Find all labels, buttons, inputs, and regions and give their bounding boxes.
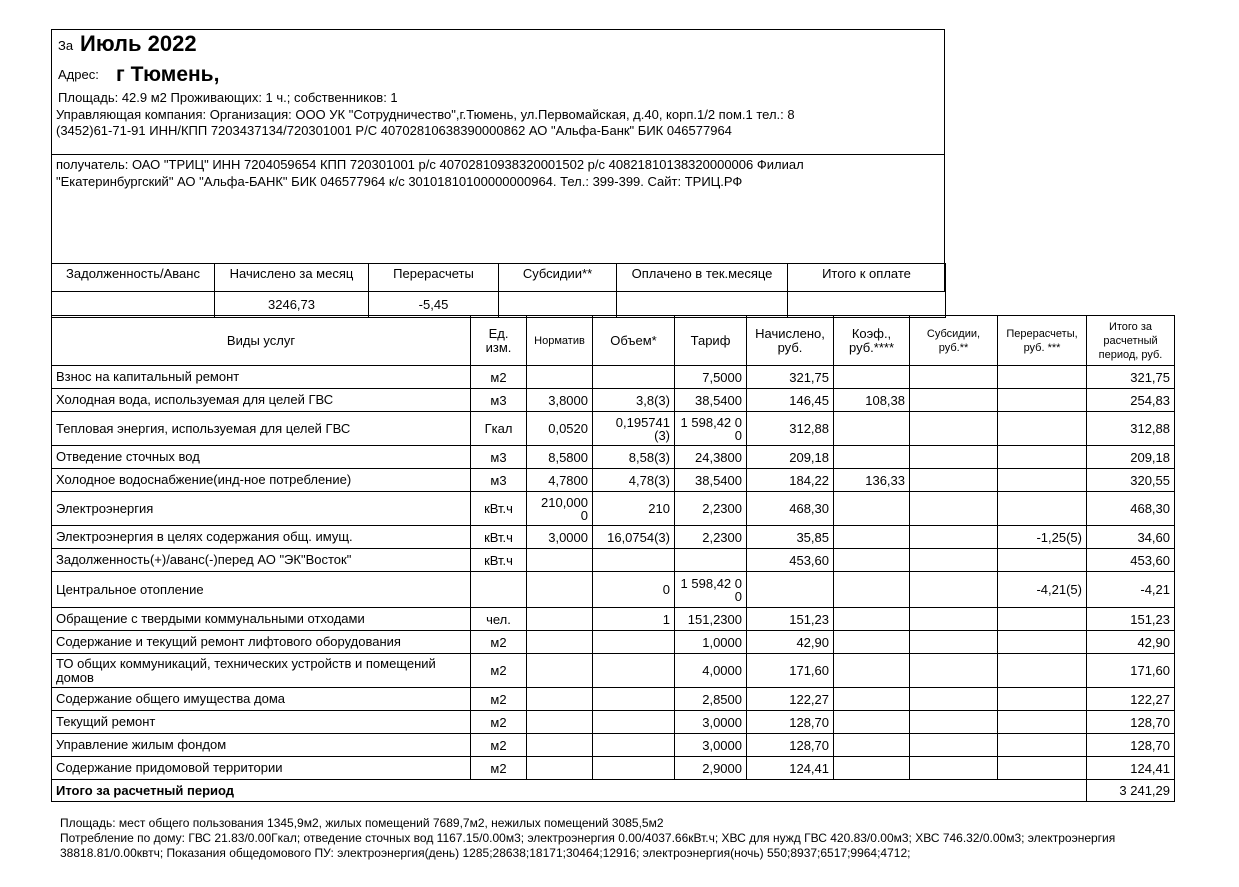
cell-subsidies (910, 446, 998, 469)
cell-recalc (998, 608, 1087, 631)
cell-volume (593, 711, 675, 734)
summary-header-recalc: Перерасчеты (369, 264, 499, 292)
cell-unit: кВт.ч (471, 549, 527, 572)
summary-header-paid: Оплачено в тек.месяце (617, 264, 788, 292)
cell-norm (527, 366, 593, 389)
management-company-line-1: Управляющая компания: Организация: ООО УК "Сотрудничество",г.Тюмень, ул.Первомайская, д.40, корп.1/2 пом.1 тел.: 8 (56, 107, 795, 122)
cell-norm (527, 654, 593, 688)
total-label: Итого за расчетный период (52, 780, 1087, 802)
cell-recalc (998, 757, 1087, 780)
cell-coef (834, 757, 910, 780)
cell-subsidies (910, 757, 998, 780)
cell-subsidies (910, 549, 998, 572)
period-label: За (58, 38, 74, 53)
cell-service-name: Электроэнергия (52, 492, 471, 526)
cell-unit: м3 (471, 469, 527, 492)
cell-norm: 4,7800 (527, 469, 593, 492)
cell-service-name: Содержание придомовой территории (52, 757, 471, 780)
cell-tariff: 2,9000 (675, 757, 747, 780)
table-row (52, 734, 1175, 757)
cell-tariff: 4,0000 (675, 654, 747, 688)
cell-total: 209,18 (1087, 446, 1175, 469)
summary-value-charged: 3246,73 (215, 292, 369, 318)
col-header-norm: Норматив (527, 316, 593, 366)
cell-unit: м2 (471, 688, 527, 711)
cell-charged: 184,22 (747, 469, 834, 492)
cell-tariff: 38,5400 (675, 389, 747, 412)
table-row (52, 469, 1175, 492)
cell-subsidies (910, 654, 998, 688)
cell-subsidies (910, 608, 998, 631)
cell-coef (834, 608, 910, 631)
cell-recalc (998, 366, 1087, 389)
cell-total: 453,60 (1087, 549, 1175, 572)
cell-coef (834, 446, 910, 469)
cell-volume: 210 (593, 492, 675, 526)
total-value: 3 241,29 (1087, 780, 1175, 802)
summary-header-subsidies: Субсидии** (499, 264, 617, 292)
cell-tariff: 1 598,42 00 (675, 572, 747, 608)
cell-volume (593, 688, 675, 711)
col-header-subsidies: Субсидии, руб.** (910, 316, 998, 366)
cell-subsidies (910, 688, 998, 711)
table-row (52, 757, 1175, 780)
cell-subsidies (910, 572, 998, 608)
cell-charged: 122,27 (747, 688, 834, 711)
cell-charged: 35,85 (747, 526, 834, 549)
summary-header-charged: Начислено за месяц (215, 264, 369, 292)
period-value: Июль 2022 (80, 31, 197, 56)
cell-subsidies (910, 492, 998, 526)
footer-area-line: Площадь: мест общего пользования 1345,9м2, жилых помещений 7689,7м2, нежилых помещений 3085,5м2 (60, 816, 664, 830)
cell-volume: 0 (593, 572, 675, 608)
table-row (52, 654, 1175, 688)
col-header-tariff: Тариф (675, 316, 747, 366)
col-header-service: Виды услуг (52, 316, 471, 366)
table-row (52, 711, 1175, 734)
cell-total: 42,90 (1087, 631, 1175, 654)
cell-unit: Гкал (471, 412, 527, 446)
cell-tariff: 38,5400 (675, 469, 747, 492)
cell-norm (527, 711, 593, 734)
summary-value-debt (52, 292, 215, 318)
cell-coef (834, 412, 910, 446)
cell-total: -4,21 (1087, 572, 1175, 608)
cell-tariff: 1,0000 (675, 631, 747, 654)
area-info: Площадь: 42.9 м2 Проживающих: 1 ч.; собственников: 1 (58, 90, 398, 105)
cell-charged: 209,18 (747, 446, 834, 469)
address-label: Адрес: (58, 67, 99, 82)
cell-service-name: Центральное отопление (52, 572, 471, 608)
cell-recalc (998, 631, 1087, 654)
cell-recalc (998, 654, 1087, 688)
cell-recalc: -4,21(5) (998, 572, 1087, 608)
cell-total: 128,70 (1087, 711, 1175, 734)
cell-unit: м2 (471, 366, 527, 389)
cell-norm: 8,5800 (527, 446, 593, 469)
col-header-total: Итого за расчетный период, руб. (1087, 316, 1175, 366)
cell-service-name: Холодное водоснабжение(инд-ное потребление) (52, 469, 471, 492)
cell-service-name: Обращение с твердыми коммунальными отходами (52, 608, 471, 631)
cell-total: 312,88 (1087, 412, 1175, 446)
table-row (52, 492, 1175, 526)
summary-header-debt: Задолженность/Аванс (52, 264, 215, 292)
cell-total: 320,55 (1087, 469, 1175, 492)
cell-charged: 171,60 (747, 654, 834, 688)
cell-tariff: 3,0000 (675, 711, 747, 734)
cell-volume (593, 654, 675, 688)
table-row (52, 366, 1175, 389)
address-value: г Тюмень, (116, 63, 220, 86)
cell-volume: 4,78(3) (593, 469, 675, 492)
cell-coef (834, 654, 910, 688)
footer-meter-line: 38818.81/0.00квтч; Показания общедомового ПУ: электроэнергия(день) 1285;28638;18171;30464;12916; электроэнергия(ночь) 550;8937;6517;9964;4712; (60, 846, 911, 860)
cell-volume (593, 734, 675, 757)
cell-subsidies (910, 412, 998, 446)
cell-subsidies (910, 389, 998, 412)
cell-volume: 3,8(3) (593, 389, 675, 412)
footer-consumption-line: Потребление по дому: ГВС 21.83/0.00Гкал; отведение сточных вод 1167.15/0.00м3; электроэнергия 0.00/4037.66кВт.ч; ХВС для нужд ГВС 420.83/0.00м3; ХВС 746.32/0.00м3; электроэнергия (60, 831, 1116, 845)
cell-unit: кВт.ч (471, 526, 527, 549)
cell-unit: м3 (471, 389, 527, 412)
cell-recalc (998, 389, 1087, 412)
cell-norm: 210,000 0 (527, 492, 593, 526)
cell-charged: 453,60 (747, 549, 834, 572)
cell-unit: кВт.ч (471, 492, 527, 526)
cell-volume (593, 366, 675, 389)
cell-subsidies (910, 526, 998, 549)
cell-norm (527, 572, 593, 608)
cell-recalc (998, 469, 1087, 492)
cell-subsidies (910, 469, 998, 492)
table-row (52, 608, 1175, 631)
cell-tariff: 24,3800 (675, 446, 747, 469)
cell-norm (527, 631, 593, 654)
recipient-line-2: "Екатеринбургский" АО "Альфа-БАНК" БИК 046577964 к/с 30101810100000000964. Тел.: 399-399. Сайт: ТРИЦ.РФ (56, 174, 743, 189)
cell-volume: 16,0754(3) (593, 526, 675, 549)
cell-service-name: Электроэнергия в целях содержания общ. имущ. (52, 526, 471, 549)
cell-coef (834, 711, 910, 734)
cell-recalc (998, 711, 1087, 734)
cell-unit: м2 (471, 757, 527, 780)
cell-total: 128,70 (1087, 734, 1175, 757)
cell-unit: чел. (471, 608, 527, 631)
summary-value-total (788, 292, 946, 318)
cell-coef (834, 526, 910, 549)
table-row (52, 389, 1175, 412)
table-row (52, 572, 1175, 608)
table-row (52, 688, 1175, 711)
cell-subsidies (910, 734, 998, 757)
cell-subsidies (910, 631, 998, 654)
cell-unit: м2 (471, 631, 527, 654)
cell-unit: м3 (471, 446, 527, 469)
cell-service-name: Управление жилым фондом (52, 734, 471, 757)
cell-tariff: 2,8500 (675, 688, 747, 711)
col-header-charged: Начислено, руб. (747, 316, 834, 366)
table-row (52, 631, 1175, 654)
cell-charged: 42,90 (747, 631, 834, 654)
col-header-recalc: Перерасчеты, руб. *** (998, 316, 1087, 366)
cell-charged: 151,23 (747, 608, 834, 631)
cell-total: 34,60 (1087, 526, 1175, 549)
cell-norm: 3,8000 (527, 389, 593, 412)
cell-norm (527, 757, 593, 780)
cell-service-name: ТО общих коммуникаций, технических устройств и помещений домов (52, 654, 471, 688)
cell-norm: 3,0000 (527, 526, 593, 549)
cell-charged: 312,88 (747, 412, 834, 446)
col-header-unit: Ед. изм. (471, 316, 527, 366)
cell-charged: 124,41 (747, 757, 834, 780)
cell-tariff: 3,0000 (675, 734, 747, 757)
cell-coef: 108,38 (834, 389, 910, 412)
cell-total: 122,27 (1087, 688, 1175, 711)
cell-coef (834, 572, 910, 608)
cell-service-name: Холодная вода, используемая для целей ГВС (52, 389, 471, 412)
cell-volume (593, 549, 675, 572)
table-row (52, 526, 1175, 549)
cell-recalc (998, 734, 1087, 757)
table-row (52, 549, 1175, 572)
cell-charged: 321,75 (747, 366, 834, 389)
table-row (52, 446, 1175, 469)
cell-charged (747, 572, 834, 608)
summary-header-total: Итого к оплате (788, 264, 946, 292)
cell-unit: м2 (471, 654, 527, 688)
cell-charged: 128,70 (747, 711, 834, 734)
col-header-volume: Объем* (593, 316, 675, 366)
cell-coef (834, 734, 910, 757)
cell-volume (593, 631, 675, 654)
cell-norm: 0,0520 (527, 412, 593, 446)
cell-total: 124,41 (1087, 757, 1175, 780)
cell-recalc: -1,25(5) (998, 526, 1087, 549)
services-table (51, 315, 1175, 802)
summary-table (51, 263, 946, 318)
col-header-coef: Коэф., руб.**** (834, 316, 910, 366)
cell-subsidies (910, 366, 998, 389)
management-company-line-2: (3452)61-71-91 ИНН/КПП 7203437134/720301001 Р/С 40702810638390000862 АО "Альфа-Банк" БИК 046577964 (56, 123, 732, 138)
cell-tariff: 151,2300 (675, 608, 747, 631)
cell-charged: 146,45 (747, 389, 834, 412)
cell-norm (527, 549, 593, 572)
cell-tariff: 7,5000 (675, 366, 747, 389)
recipient-line-1: получатель: ОАО "ТРИЦ" ИНН 7204059654 КПП 720301001 р/с 40702810938320001502 р/с 40821810138320000006 Филиал (56, 157, 804, 172)
cell-charged: 128,70 (747, 734, 834, 757)
cell-service-name: Содержание и текущий ремонт лифтового оборудования (52, 631, 471, 654)
cell-unit: м2 (471, 711, 527, 734)
cell-total: 151,23 (1087, 608, 1175, 631)
summary-value-paid (617, 292, 788, 318)
cell-total: 321,75 (1087, 366, 1175, 389)
cell-volume (593, 757, 675, 780)
cell-service-name: Текущий ремонт (52, 711, 471, 734)
cell-volume: 1 (593, 608, 675, 631)
cell-tariff: 1 598,42 00 (675, 412, 747, 446)
header-divider (51, 154, 945, 155)
table-row (52, 412, 1175, 446)
cell-unit (471, 572, 527, 608)
cell-service-name: Тепловая энергия, используемая для целей ГВС (52, 412, 471, 446)
cell-norm (527, 734, 593, 757)
cell-total: 171,60 (1087, 654, 1175, 688)
cell-coef: 136,33 (834, 469, 910, 492)
cell-tariff: 2,2300 (675, 526, 747, 549)
cell-charged: 468,30 (747, 492, 834, 526)
cell-coef (834, 492, 910, 526)
cell-recalc (998, 688, 1087, 711)
cell-coef (834, 549, 910, 572)
summary-value-recalc: -5,45 (369, 292, 499, 318)
cell-norm (527, 608, 593, 631)
cell-norm (527, 688, 593, 711)
cell-service-name: Отведение сточных вод (52, 446, 471, 469)
summary-value-subsidies (499, 292, 617, 318)
cell-unit: м2 (471, 734, 527, 757)
cell-recalc (998, 412, 1087, 446)
cell-service-name: Содержание общего имущества дома (52, 688, 471, 711)
cell-recalc (998, 446, 1087, 469)
cell-total: 254,83 (1087, 389, 1175, 412)
cell-recalc (998, 492, 1087, 526)
cell-subsidies (910, 711, 998, 734)
cell-service-name: Взнос на капитальный ремонт (52, 366, 471, 389)
cell-coef (834, 366, 910, 389)
cell-coef (834, 688, 910, 711)
cell-coef (834, 631, 910, 654)
cell-service-name: Задолженность(+)/аванс(-)перед АО "ЭК"Восток" (52, 549, 471, 572)
cell-volume: 8,58(3) (593, 446, 675, 469)
cell-tariff: 2,2300 (675, 492, 747, 526)
cell-volume: 0,195741 (3) (593, 412, 675, 446)
cell-tariff (675, 549, 747, 572)
cell-recalc (998, 549, 1087, 572)
cell-total: 468,30 (1087, 492, 1175, 526)
